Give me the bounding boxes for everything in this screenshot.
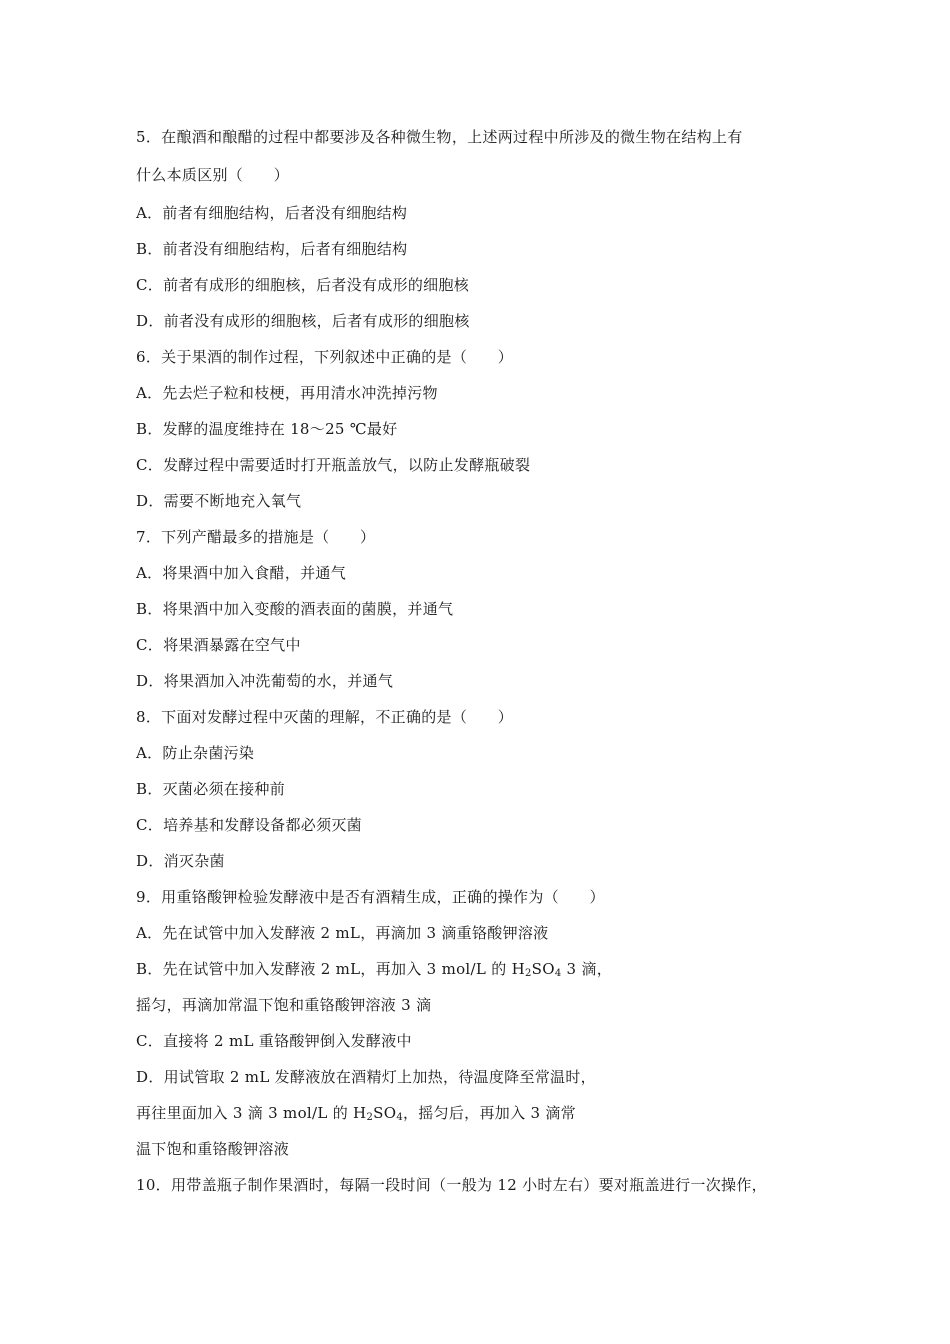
question-9-stem: 9．用重铬酸钾检验发酵液中是否有酒精生成，正确的操作为（ ） [136, 888, 605, 906]
text-segment: SO [531, 960, 555, 978]
question-5-option-d: D．前者没有成形的细胞核，后者有成形的细胞核 [136, 312, 470, 330]
text-segment: 再往里面加入 3 滴 3 mol/L 的 H [136, 1104, 367, 1122]
question-9-option-d-line-1: D．用试管取 2 mL 发酵液放在酒精灯上加热，待温度降至常温时， [136, 1068, 596, 1086]
question-5-option-b: B．前者没有细胞结构，后者有细胞结构 [136, 240, 408, 258]
question-6-stem: 6．关于果酒的制作过程，下列叙述中正确的是（ ） [136, 348, 514, 366]
text-segment: ，摇匀后，再加入 3 滴常 [402, 1104, 576, 1122]
question-5-stem-line-1: 5．在酿酒和酿醋的过程中都要涉及各种微生物，上述两过程中所涉及的微生物在结构上有 [136, 128, 743, 146]
question-6-option-a: A．先去烂子粒和枝梗，再用清水冲洗掉污物 [136, 384, 438, 402]
question-7-stem: 7．下列产醋最多的措施是（ ） [136, 528, 376, 546]
question-9-option-b-line-1 [136, 959, 612, 979]
question-7-option-d: D．将果酒加入冲洗葡萄的水，并通气 [136, 672, 394, 690]
text-segment: SO [373, 1104, 397, 1122]
question-10-stem-line-1: 10．用带盖瓶子制作果酒时，每隔一段时间（一般为 12 小时左右）要对瓶盖进行一次操作， [136, 1176, 767, 1194]
text-segment: B．先在试管中加入发酵液 2 mL，再加入 3 mol/L 的 H [136, 960, 525, 978]
question-9-option-d-line-3: 温下饱和重铬酸钾溶液 [136, 1140, 290, 1158]
question-9-option-b-line-2: 摇匀，再滴加常温下饱和重铬酸钾溶液 3 滴 [136, 996, 432, 1014]
text-segment: 3 滴， [561, 960, 613, 978]
question-8-option-c: C．培养基和发酵设备都必须灭菌 [136, 816, 362, 834]
question-6-option-b: B．发酵的温度维持在 18～25 ℃最好 [136, 420, 398, 438]
subscript: 2 [366, 1112, 374, 1123]
subscript: 4 [554, 968, 562, 979]
question-6-option-c: C．发酵过程中需要适时打开瓶盖放气，以防止发酵瓶破裂 [136, 456, 531, 474]
question-8-option-a: A．防止杂菌污染 [136, 744, 255, 762]
question-9-option-d-line-2 [136, 1103, 576, 1123]
subscript: 2 [524, 968, 532, 979]
question-9-option-a: A．先在试管中加入发酵液 2 mL，再滴加 3 滴重铬酸钾溶液 [136, 924, 549, 942]
question-7-option-b: B．将果酒中加入变酸的酒表面的菌膜，并通气 [136, 600, 454, 618]
subscript: 4 [396, 1112, 403, 1123]
question-8-option-b: B．灭菌必须在接种前 [136, 780, 286, 798]
question-5-stem-line-2: 什么本质区别（ ） [136, 166, 290, 184]
question-7-option-a: A．将果酒中加入食醋，并通气 [136, 564, 347, 582]
question-8-stem: 8．下面对发酵过程中灭菌的理解，不正确的是（ ） [136, 708, 514, 726]
question-7-option-c: C．将果酒暴露在空气中 [136, 636, 301, 654]
question-5-option-c: C．前者有成形的细胞核，后者没有成形的细胞核 [136, 276, 470, 294]
question-9-option-c: C．直接将 2 mL 重铬酸钾倒入发酵液中 [136, 1032, 412, 1050]
question-5-option-a: A．前者有细胞结构，后者没有细胞结构 [136, 204, 408, 222]
question-6-option-d: D．需要不断地充入氧气 [136, 492, 302, 510]
question-8-option-d: D．消灭杂菌 [136, 852, 225, 870]
